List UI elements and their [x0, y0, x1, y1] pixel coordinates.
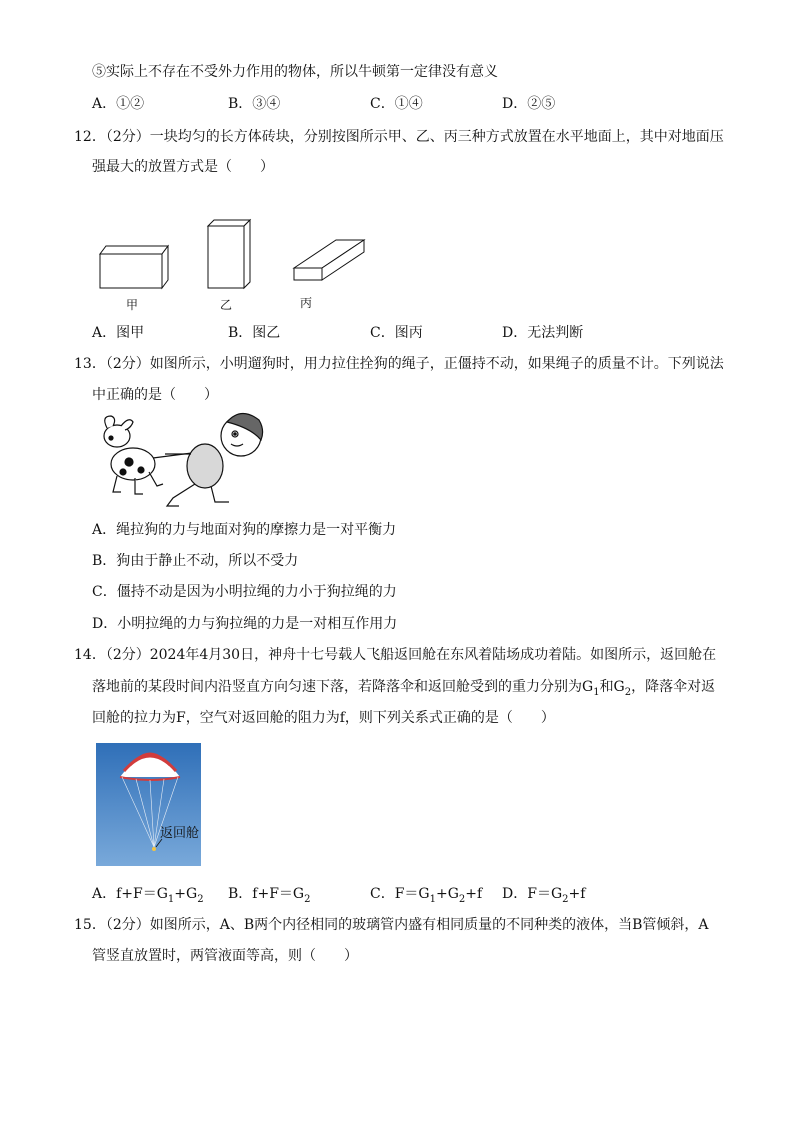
q13-stem-line-1: 13．（2分）如图所示，小明遛狗时，用力拉住拴狗的绳子，正僵持不动，如果绳子的质量不计。下列说法	[74, 356, 724, 372]
q12-stem-line-2: 强最大的放置方式是（ ）	[92, 159, 274, 175]
q12-option-b: B．图乙	[228, 325, 281, 341]
q15-stem-line-2: 管竖直放置时，两管液面等高，则（ ）	[92, 948, 358, 964]
q14-stem-line-2: 落地前的某段时间内沿竖直方向匀速下落，若降落伞和返回舱受到的重力分别为$G_1$和$G_2$，降落伞对返	[92, 679, 716, 698]
q11-option-c: C．①④	[370, 96, 423, 112]
q12-option-a: A．图甲	[92, 325, 145, 341]
q13-stem-line-2: 中正确的是（ ）	[92, 387, 218, 403]
q11-option-d: D．②⑤	[502, 96, 556, 112]
q13-option-c: C．僵持不动是因为小明拉绳的力小于狗拉绳的力	[92, 584, 397, 600]
brick-label-jia: 甲	[126, 298, 139, 312]
q11-option-b: B．③④	[228, 96, 281, 112]
brick-label-yi: 乙	[220, 298, 233, 312]
q13-option-b: B．狗由于静止不动，所以不受力	[92, 553, 299, 569]
q14-stem-line-3: 回舱的拉力为F，空气对返回舱的阻力为f，则下列关系式正确的是（ ）	[92, 710, 555, 726]
q13-dog-walking-figure	[95, 412, 265, 510]
q12-option-d: D．无法判断	[502, 325, 584, 341]
q14-option-b: B．$f+F=G_2$	[228, 886, 311, 905]
parachute-illustration	[96, 743, 201, 866]
q14-option-d: D．$F=G_2+f$	[502, 886, 586, 905]
q12-stem-line-1: 12．（2分）一块均匀的长方体砖块，分别按图所示甲、乙、丙三种方式放置在水平地面上，其中对地面压	[74, 129, 724, 145]
q14-option-a: A．$f+F=G_1+G_2$	[92, 886, 204, 905]
q15-stem-line-1: 15．（2分）如图所示，A、B两个内径相同的玻璃管内盛有相同质量的不同种类的液体，当B管倾斜，A	[74, 917, 709, 933]
q14-stem-line-1: 14．（2分）2024年4月30日，神舟十七号载人飞船返回舱在东风着陆场成功着陆。如图所示，返回舱在	[74, 647, 717, 663]
q11-option-a: A．①②	[92, 96, 145, 112]
q12-bricks-figure	[96, 218, 376, 313]
q11-statement-5: ⑤实际上不存在不受外力作用的物体，所以牛顿第一定律没有意义	[92, 64, 498, 80]
q12-option-c: C．图丙	[370, 325, 423, 341]
dog-and-boy-illustration	[95, 412, 265, 510]
q13-option-d: D．小明拉绳的力与狗拉绳的力是一对相互作用力	[92, 616, 398, 632]
brick-label-bing: 丙	[300, 296, 313, 310]
capsule-label: 返回舱	[160, 826, 200, 841]
q14-option-c: C．$F=G_1+G_2+f$	[370, 886, 483, 905]
q13-option-a: A．绳拉狗的力与地面对狗的摩擦力是一对平衡力	[92, 522, 397, 538]
q14-parachute-photo	[96, 743, 201, 866]
